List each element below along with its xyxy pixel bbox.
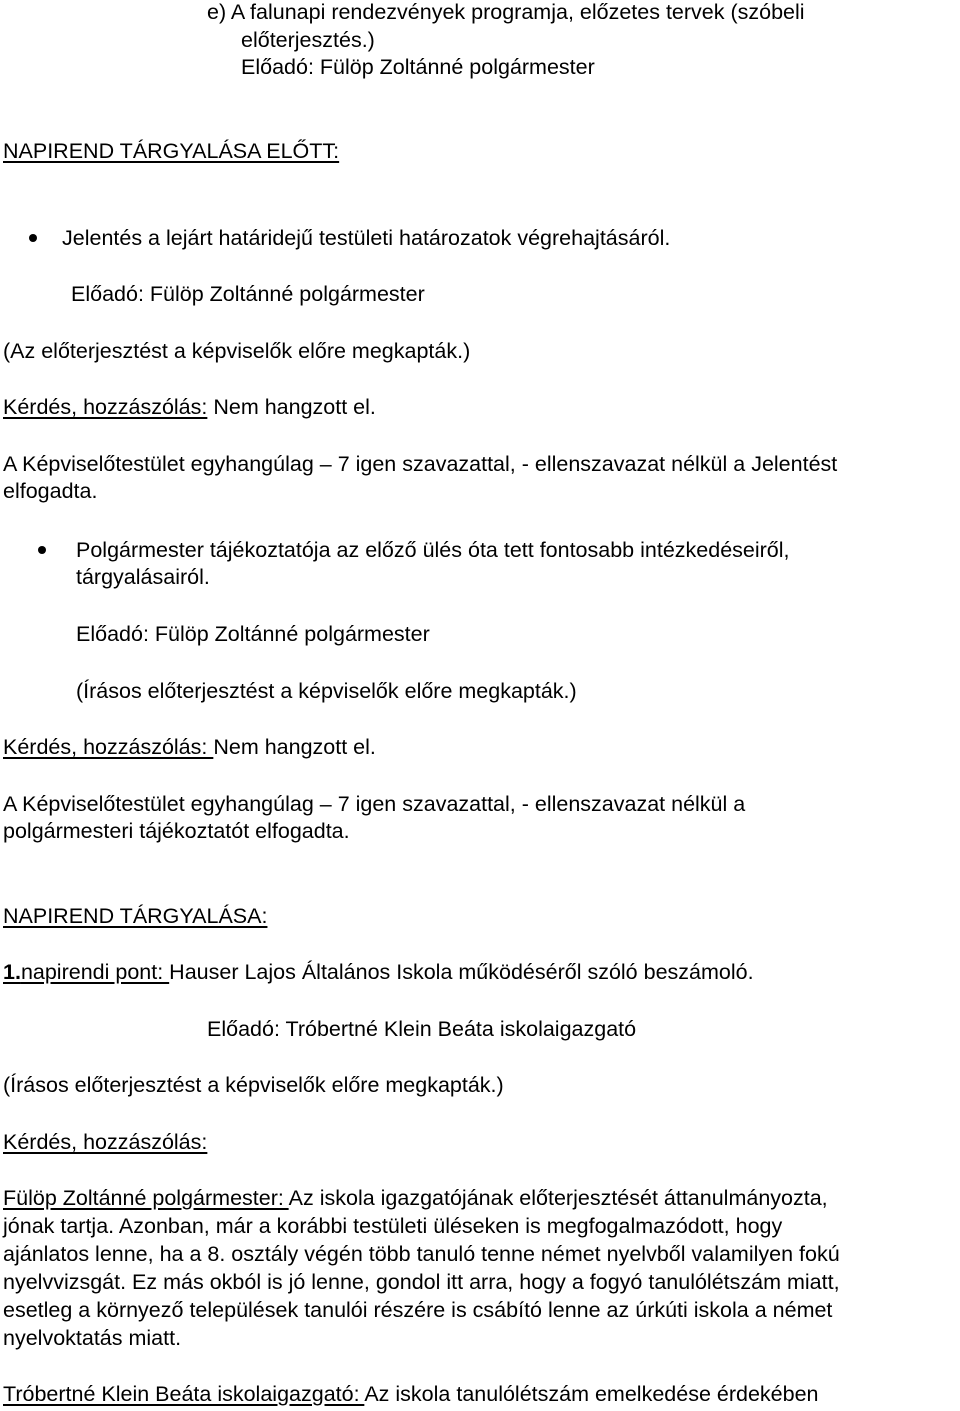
item-e-line1: e) A falunapi rendezvények programja, előzetes tervek (szóbeli (207, 0, 805, 24)
point1-question-label: Kérdés, hozzászólás: (3, 1130, 208, 1154)
point1-label (3, 960, 169, 984)
speaker1-line5: esetleg a környező települések tanulói részére is csábító lenne az úrkúti iskola a német (3, 1298, 833, 1322)
item1-title: Jelentés a lejárt határidejű testületi határozatok végrehajtásáról. (62, 226, 671, 250)
item-e-presenter: Előadó: Fülöp Zoltánné polgármester (241, 55, 595, 79)
point1-label-text: napirendi pont: (20, 960, 170, 984)
point1-note: (Írásos előterjesztést a képviselők előre megkapták.) (3, 1073, 504, 1097)
speaker1-line6: nyelvoktatás miatt. (3, 1326, 182, 1350)
item1-note: (Az előterjesztést a képviselők előre megkapták.) (3, 339, 471, 363)
speaker1-label: Fülöp Zoltánné polgármester: (3, 1186, 289, 1210)
item2-title-line2: tárgyalásairól. (76, 565, 210, 589)
item1-question (3, 393, 376, 421)
speaker1-line3: ajánlatos lenne, ha a 8. osztály végén több tanuló tenne német nyelvből valamilyen fokú (3, 1242, 840, 1266)
point1-title: Hauser Lajos Általános Iskola működéséről szóló beszámoló. (169, 960, 754, 984)
item2-note: (Írásos előterjesztést a képviselők előre megkapták.) (76, 679, 577, 703)
item2-decision-line1: A Képviselőtestület egyhangúlag – 7 igen szavazattal, - ellenszavazat nélkül a (3, 792, 746, 816)
item1-decision-line2: elfogadta. (3, 479, 98, 503)
item2-question-answer: Nem hangzott el. (213, 735, 376, 759)
item1-question-label: Kérdés, hozzászólás: (3, 395, 208, 419)
item2-question (3, 733, 376, 761)
item2-title-line1: Polgármester tájékoztatója az előző ülés óta tett fontosabb intézkedéseiről, (76, 538, 790, 562)
agenda-heading: NAPIREND TÁRGYALÁSA: (3, 904, 268, 928)
speaker2-label: Tróbertné Klein Beáta iskolaigazgató: (3, 1382, 365, 1406)
speaker1-line4: nyelvvizsgát. Ez más okból is jó lenne, gondol itt arra, hogy a fogyó tanulólétszám miatt, (3, 1270, 840, 1294)
speaker1-text1: Az iskola igazgatójának előterjesztését áttanulmányozta, (288, 1186, 828, 1210)
before-agenda-heading: NAPIREND TÁRGYALÁSA ELŐTT: (3, 139, 340, 163)
bullet-icon (29, 234, 37, 242)
agenda-point1 (3, 958, 754, 986)
item1-decision-line1: A Képviselőtestület egyhangúlag – 7 igen szavazattal, - ellenszavazat nélkül a Jelentést (3, 452, 838, 476)
item2-decision-line2: polgármesteri tájékoztatót elfogadta. (3, 819, 350, 843)
item2-question-label: Kérdés, hozzászólás: (3, 735, 214, 759)
point1-label-number: 1. (3, 960, 21, 984)
item1-presenter: Előadó: Fülöp Zoltánné polgármester (71, 282, 425, 306)
item2-presenter: Előadó: Fülöp Zoltánné polgármester (76, 622, 430, 646)
item1-question-answer: Nem hangzott el. (207, 395, 376, 419)
bullet-icon (38, 546, 46, 554)
speaker1-line2: jónak tartja. Azonban, már a korábbi testületi üléseken is megfogalmazódott, hogy (3, 1214, 783, 1238)
point1-presenter: Előadó: Tróbertné Klein Beáta iskolaigazgató (207, 1017, 637, 1041)
speaker2-line1 (3, 1380, 819, 1408)
item-e-line2: előterjesztés.) (241, 28, 375, 52)
speaker2-text1: Az iskola tanulólétszám emelkedése érdekében (364, 1382, 819, 1406)
speaker1-line1 (3, 1184, 828, 1212)
